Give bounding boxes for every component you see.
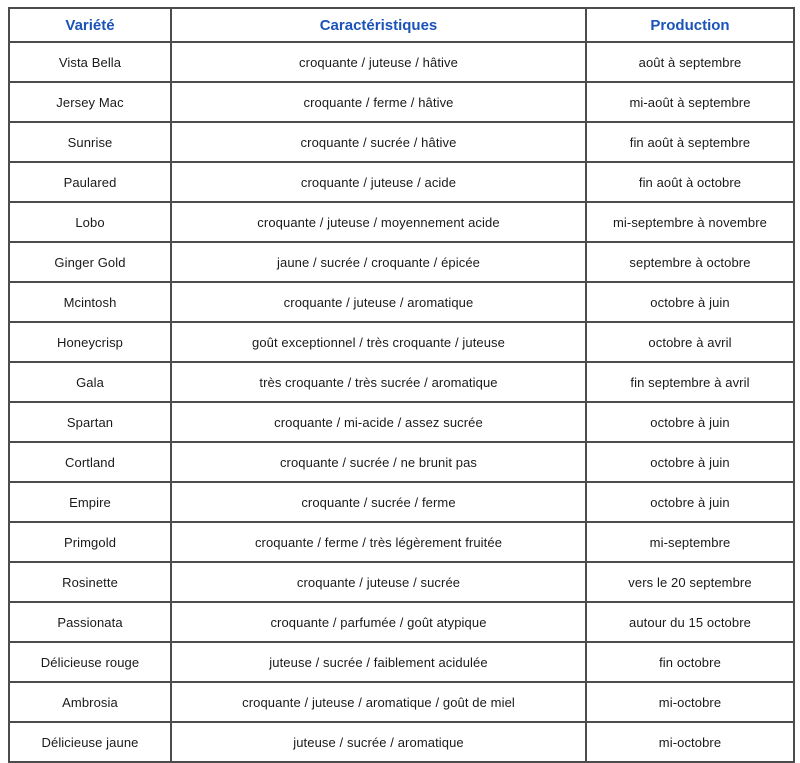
variety-cell: Spartan: [9, 402, 171, 442]
production-cell: vers le 20 septembre: [586, 562, 794, 602]
header-row: [9, 8, 794, 42]
characteristics-cell: croquante / juteuse / sucrée: [171, 562, 586, 602]
table-row: [9, 402, 794, 442]
variety-cell: Primgold: [9, 522, 171, 562]
table-row: [9, 642, 794, 682]
characteristics-cell: croquante / juteuse / hâtive: [171, 42, 586, 82]
header-caracteristiques: Caractéristiques: [171, 8, 586, 42]
characteristics-cell: juteuse / sucrée / faiblement acidulée: [171, 642, 586, 682]
table-row: [9, 562, 794, 602]
header-variete: Variété: [9, 8, 171, 42]
production-cell: mi-août à septembre: [586, 82, 794, 122]
variety-cell: Délicieuse jaune: [9, 722, 171, 762]
production-cell: fin octobre: [586, 642, 794, 682]
table-row: [9, 602, 794, 642]
characteristics-cell: croquante / mi-acide / assez sucrée: [171, 402, 586, 442]
production-cell: mi-septembre à novembre: [586, 202, 794, 242]
characteristics-cell: jaune / sucrée / croquante / épicée: [171, 242, 586, 282]
table-row: [9, 242, 794, 282]
variety-cell: Honeycrisp: [9, 322, 171, 362]
table-row: [9, 202, 794, 242]
variety-cell: Gala: [9, 362, 171, 402]
table-header: [9, 8, 794, 42]
characteristics-cell: croquante / juteuse / aromatique: [171, 282, 586, 322]
table-row: [9, 482, 794, 522]
characteristics-cell: juteuse / sucrée / aromatique: [171, 722, 586, 762]
table-row: [9, 322, 794, 362]
production-cell: octobre à juin: [586, 282, 794, 322]
table-row: [9, 162, 794, 202]
variety-cell: Ginger Gold: [9, 242, 171, 282]
production-cell: octobre à juin: [586, 482, 794, 522]
table-row: [9, 522, 794, 562]
production-cell: mi-octobre: [586, 682, 794, 722]
production-cell: fin septembre à avril: [586, 362, 794, 402]
characteristics-cell: goût exceptionnel / très croquante / juteuse: [171, 322, 586, 362]
variety-cell: Jersey Mac: [9, 82, 171, 122]
table-row: [9, 362, 794, 402]
table-row: [9, 682, 794, 722]
production-cell: octobre à avril: [586, 322, 794, 362]
variety-cell: Ambrosia: [9, 682, 171, 722]
production-cell: fin août à septembre: [586, 122, 794, 162]
table-row: [9, 722, 794, 762]
variety-cell: Rosinette: [9, 562, 171, 602]
variety-cell: Lobo: [9, 202, 171, 242]
table-row: [9, 282, 794, 322]
apple-varieties-table: [8, 7, 795, 763]
variety-cell: Cortland: [9, 442, 171, 482]
variety-cell: Vista Bella: [9, 42, 171, 82]
production-cell: septembre à octobre: [586, 242, 794, 282]
variety-cell: Empire: [9, 482, 171, 522]
characteristics-cell: croquante / sucrée / hâtive: [171, 122, 586, 162]
production-cell: mi-septembre: [586, 522, 794, 562]
variety-cell: Sunrise: [9, 122, 171, 162]
characteristics-cell: croquante / parfumée / goût atypique: [171, 602, 586, 642]
header-production: Production: [586, 8, 794, 42]
table-row: [9, 442, 794, 482]
variety-cell: Paulared: [9, 162, 171, 202]
characteristics-cell: croquante / juteuse / aromatique / goût de miel: [171, 682, 586, 722]
characteristics-cell: croquante / sucrée / ne brunit pas: [171, 442, 586, 482]
production-cell: mi-octobre: [586, 722, 794, 762]
characteristics-cell: croquante / juteuse / acide: [171, 162, 586, 202]
production-cell: fin août à octobre: [586, 162, 794, 202]
table-row: [9, 122, 794, 162]
characteristics-cell: croquante / ferme / hâtive: [171, 82, 586, 122]
production-cell: août à septembre: [586, 42, 794, 82]
characteristics-cell: croquante / ferme / très légèrement fruitée: [171, 522, 586, 562]
characteristics-cell: croquante / juteuse / moyennement acide: [171, 202, 586, 242]
table-row: [9, 42, 794, 82]
table-body: [9, 42, 794, 762]
production-cell: octobre à juin: [586, 402, 794, 442]
variety-cell: Délicieuse rouge: [9, 642, 171, 682]
characteristics-cell: croquante / sucrée / ferme: [171, 482, 586, 522]
production-cell: octobre à juin: [586, 442, 794, 482]
production-cell: autour du 15 octobre: [586, 602, 794, 642]
variety-cell: Passionata: [9, 602, 171, 642]
table-row: [9, 82, 794, 122]
characteristics-cell: très croquante / très sucrée / aromatique: [171, 362, 586, 402]
variety-cell: Mcintosh: [9, 282, 171, 322]
